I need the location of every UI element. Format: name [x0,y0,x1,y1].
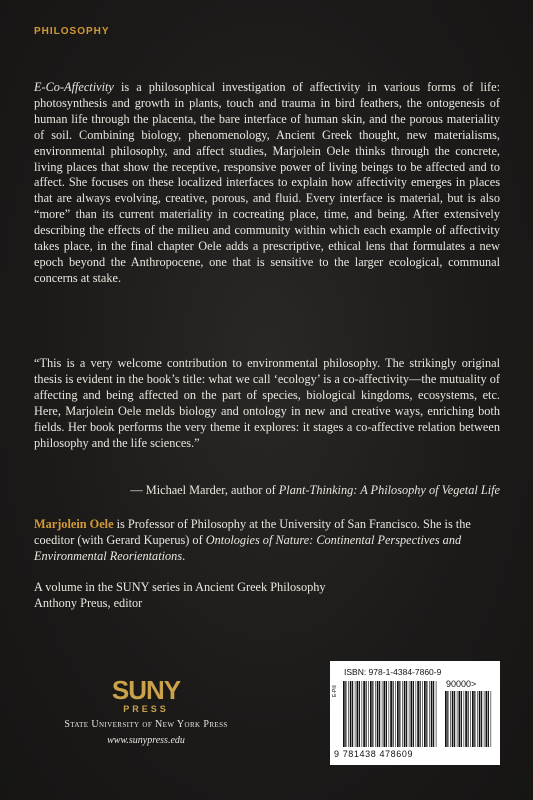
author-name: Marjolein Oele [34,517,114,531]
logo-suny: SUNY [111,675,181,705]
attribution-book: Plant-Thinking: A Philosophy of Vegetal Life [278,483,500,497]
bio-text-2: . [182,548,186,563]
barcode-bar [357,681,359,747]
barcode-bar [350,681,352,747]
barcode-bar [345,681,346,747]
barcode-panel [330,661,500,765]
barcode-bar [348,681,349,747]
series-line: A volume in the SUNY series in Ancient Greek Philosophy [34,580,326,594]
barcode-bar [459,691,461,747]
barcode-bar [362,681,363,747]
barcode-bar [393,681,394,747]
barcode-bar [372,681,373,747]
barcode-bar [395,681,396,747]
barcode-bar [426,681,427,747]
barcode-bar [491,691,492,747]
series-info [34,579,454,611]
publisher-name: State University of New York Press [64,719,228,730]
barcode-bar [411,681,413,747]
barcode-bar [406,681,407,747]
barcode-bar [488,691,489,747]
barcode-bar [409,681,410,747]
barcode-bar [413,681,414,747]
barcode-bar [416,681,417,747]
barcode-bar [379,681,380,747]
barcode-bar [464,691,465,747]
barcode-bar [445,691,447,747]
barcode-bar [384,681,386,747]
attribution-author: — Michael Marder, author of [130,483,279,497]
barcode-bar [368,681,369,747]
barcode-bar [431,681,433,747]
endorsement-quote: “This is a very welcome contribution to environmental philosophy. The strikingly original thesis is evident in the book’s title: what we call ‘ecology’ is a co-affectivity—the mutuality of affecting and being affected on the part of species, biological kingdoms, ecosystems, etc. Here, Marjolein Oele melds biology and ontology in new and creative ways, enriching both fields. Her book performs the very theme it explores: it stages a co-affective relation between philosophy and the life sciences.” [34,356,500,450]
barcode-bar [404,681,406,747]
series-editor: Anthony Preus, editor [34,596,143,610]
barcode-bar [472,691,474,747]
barcode-bar [382,681,383,747]
barcode-bar [343,681,345,747]
barcode-bar [377,681,379,747]
isbn-digits: 9 781438 478609 [334,749,414,759]
barcode-side-code: E-Pill [332,685,338,697]
barcode-bar [461,691,462,747]
barcode-bar [375,681,376,747]
suny-press-logo [86,677,206,717]
barcode-bar [468,691,469,747]
barcode-bar [465,691,467,747]
isbn-label: ISBN: 978-1-4384-7860-9 [344,667,442,677]
barcode-bar [359,681,360,747]
price-code: 90000> [446,679,477,689]
barcode-bar [386,681,387,747]
barcode-bar [450,691,451,747]
barcode-bar [420,681,421,747]
barcode-bar [397,681,399,747]
barcode-bar [452,691,454,747]
barcode-bar [352,681,353,747]
barcode-bar [433,681,434,747]
book-title: E-Co-Affectivity [34,80,114,94]
barcode-bar [436,681,437,747]
barcode-bar [424,681,426,747]
book-description [34,80,500,287]
barcode-bar [470,691,471,747]
category-label: PHILOSOPHY [34,26,110,37]
barcode-bar [447,691,448,747]
barcode-bar [366,681,367,747]
isbn-barcode [342,681,438,747]
barcode-bar [370,681,372,747]
description-body: is a philosophical investigation of affectivity in various forms of life: photosynthesis and growth in plants, touch and trauma in bird feathers, the ontogenesis of human life through the placenta, the bare interface of human skin, and the porous materiality of soil. Combining biology, phenomenology, Ancient Greek thought, new materialisms, environmental philosophy, and affect studies, Marjolein Oele thinks through the concrete, living places that show the receptive, responsive power of living beings to be affected and to affect. She focuses on these localized interfaces to explain how affectivity emerges in places that are always evolving, creative, porous, and fluid. Every interface is material, but is also “more” than its current materiality in cocreating place, time, and being. After extensively describing the effects of the milieu and community within which each example of affectivity takes place, in the final chapter Oele adds a prescriptive, ethical lens that formulates a new epoch beyond the Anthropocene, one that is sensitive to the larger ecological, communal concerns at stake. [34,80,500,285]
author-bio [34,517,500,565]
barcode-bar [363,681,365,747]
coedited-book: Ontologies of Nature: Continental Perspectives and Environmental Reorientations [34,532,462,563]
barcode-bar [479,691,481,747]
bio-text-1: is Professor of Philosophy at the University of San Francisco. She is the coeditor (with Gerard Kuperus) of [34,517,471,547]
addon-barcode [444,691,492,747]
barcode-bar [422,681,423,747]
barcode-bar [390,681,392,747]
barcode-bar [389,681,390,747]
barcode-bar [417,681,419,747]
barcode-bar [484,691,485,747]
logo-press: PRESS [123,704,169,714]
barcode-bar [457,691,458,747]
barcode-bar [486,691,488,747]
barcode-bar [477,691,478,747]
quote-attribution [34,483,500,499]
publisher-url: www.sunypress.edu [107,735,185,746]
barcode-bar [429,681,430,747]
barcode-bar [454,691,455,747]
barcode-bar [481,691,482,747]
barcode-bar [399,681,400,747]
barcode-bar [402,681,403,747]
barcode-bar [474,691,475,747]
barcode-bar [355,681,356,747]
